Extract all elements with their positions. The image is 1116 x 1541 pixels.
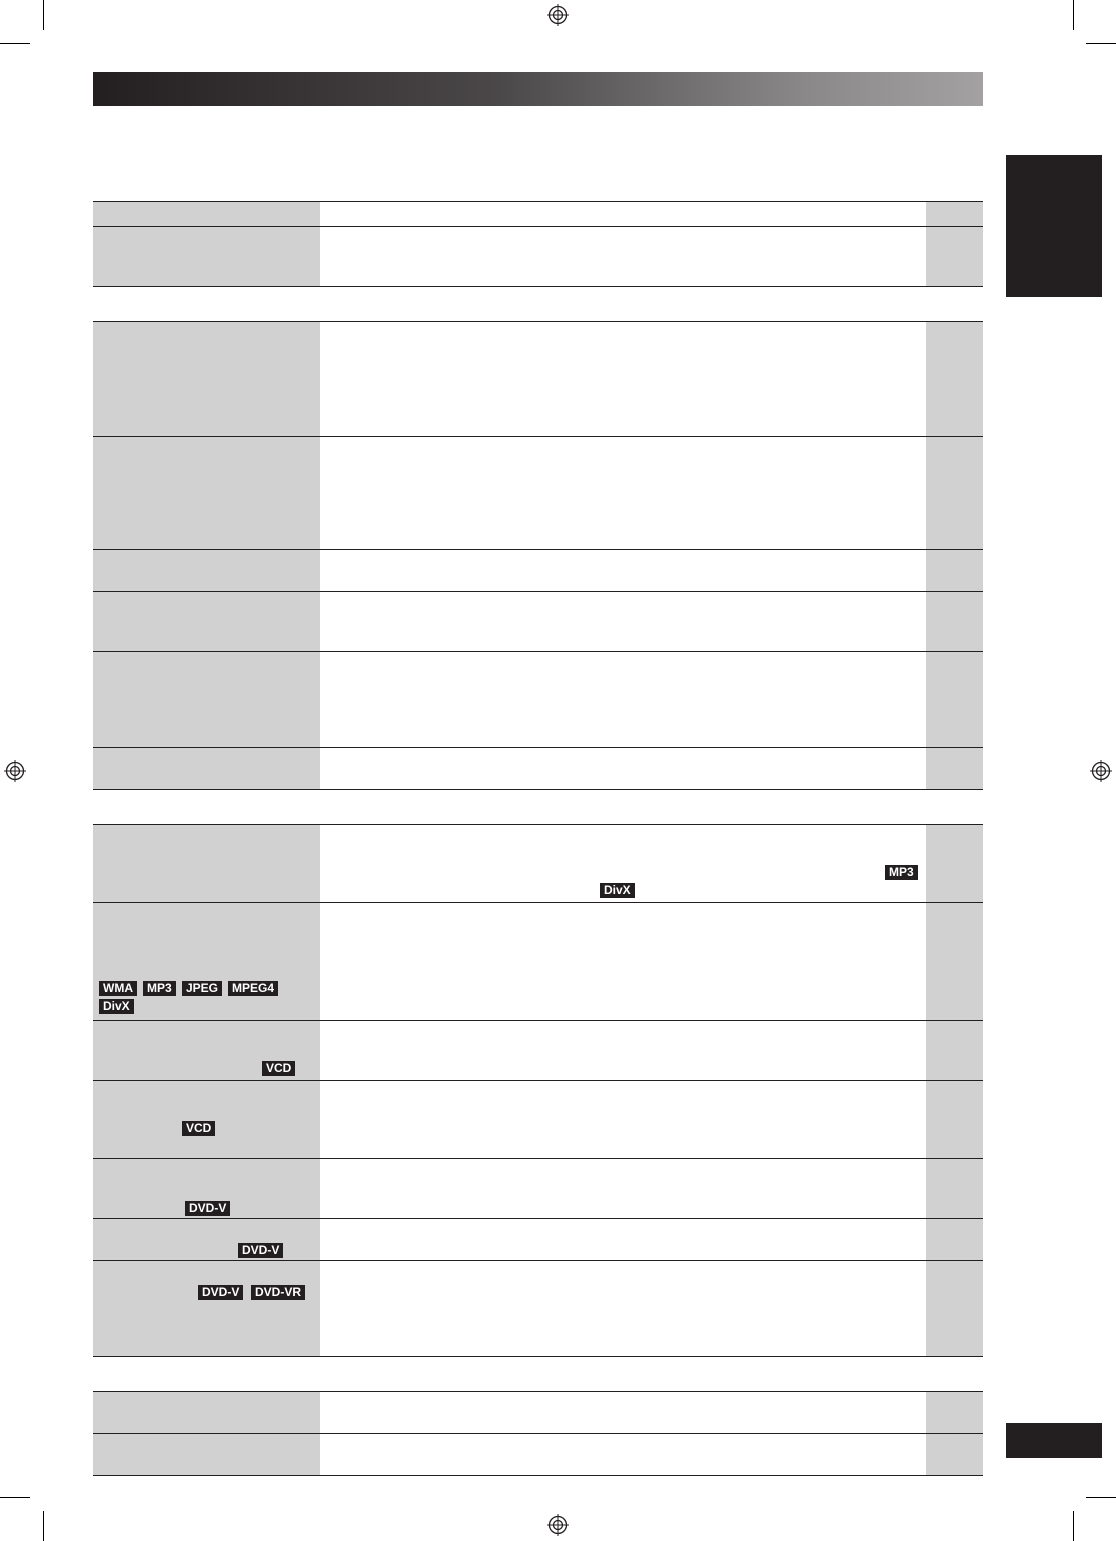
row-page-cell bbox=[926, 1081, 983, 1158]
side-tab-upper bbox=[1006, 155, 1102, 297]
table-row bbox=[93, 902, 983, 1020]
row-text-cell bbox=[320, 1434, 926, 1475]
row-page-cell bbox=[926, 748, 983, 789]
row-page-cell bbox=[926, 1021, 983, 1080]
row-text-cell bbox=[320, 748, 926, 789]
table-row bbox=[93, 747, 983, 789]
crop-mark-bottom-left-vertical bbox=[43, 1511, 44, 1541]
crop-mark-top-right-vertical bbox=[1073, 0, 1074, 30]
format-badge-jpeg: JPEG bbox=[182, 981, 222, 996]
row-page-cell bbox=[926, 1434, 983, 1475]
row-label-cell bbox=[93, 550, 320, 591]
row-text-cell bbox=[320, 1261, 926, 1356]
row-label-cell bbox=[93, 437, 320, 549]
registration-mark-icon bbox=[4, 760, 26, 782]
row-page-cell bbox=[926, 437, 983, 549]
header-bar bbox=[93, 72, 983, 106]
table-row bbox=[93, 651, 983, 747]
format-badge-dvd-v: DVD-V bbox=[198, 1285, 243, 1300]
crop-mark-bottom-right-horizontal bbox=[1086, 1497, 1116, 1498]
row-label-cell bbox=[93, 322, 320, 436]
table-section-1 bbox=[93, 201, 983, 287]
row-label-cell bbox=[93, 652, 320, 747]
row-text-cell bbox=[320, 1081, 926, 1158]
format-badge-mpeg4: MPEG4 bbox=[228, 981, 278, 996]
row-page-cell bbox=[926, 652, 983, 747]
table-section-2 bbox=[93, 321, 983, 790]
format-badge-divx: DivX bbox=[600, 883, 635, 898]
row-label-cell bbox=[93, 1392, 320, 1433]
registration-mark-icon bbox=[547, 4, 569, 26]
row-page-cell bbox=[926, 1159, 983, 1218]
table-row bbox=[93, 202, 983, 226]
format-badge-dvd-v: DVD-V bbox=[238, 1243, 283, 1258]
row-label-cell bbox=[93, 592, 320, 651]
row-page-cell bbox=[926, 1219, 983, 1260]
row-page-cell bbox=[926, 825, 983, 902]
crop-mark-bottom-left-horizontal bbox=[0, 1497, 30, 1498]
row-text-cell bbox=[320, 1159, 926, 1218]
row-label-cell bbox=[93, 748, 320, 789]
table-row bbox=[93, 1218, 983, 1260]
row-text-cell bbox=[320, 1021, 926, 1080]
row-label-cell bbox=[93, 1081, 320, 1158]
table-row bbox=[93, 322, 983, 436]
format-badge-vcd: VCD bbox=[182, 1121, 215, 1136]
row-page-cell bbox=[926, 227, 983, 286]
row-page-cell bbox=[926, 1261, 983, 1356]
row-page-cell bbox=[926, 202, 983, 226]
row-page-cell bbox=[926, 322, 983, 436]
row-text-cell bbox=[320, 550, 926, 591]
crop-mark-top-left-horizontal bbox=[0, 43, 30, 44]
registration-mark-icon bbox=[547, 1514, 569, 1536]
row-text-cell bbox=[320, 437, 926, 549]
crop-mark-top-left-vertical bbox=[43, 0, 44, 30]
format-badge-dvd-vr: DVD-VR bbox=[251, 1285, 305, 1300]
row-text-cell bbox=[320, 903, 926, 1020]
row-label-cell bbox=[93, 227, 320, 286]
row-text-cell bbox=[320, 652, 926, 747]
table-row bbox=[93, 1080, 983, 1158]
registration-mark-icon bbox=[1090, 760, 1112, 782]
table-row bbox=[93, 1392, 983, 1433]
format-badge-vcd: VCD bbox=[262, 1061, 295, 1076]
row-page-cell bbox=[926, 550, 983, 591]
table-row bbox=[93, 591, 983, 651]
row-text-cell bbox=[320, 227, 926, 286]
table-row bbox=[93, 436, 983, 549]
table-row bbox=[93, 226, 983, 286]
format-badge-mp3: MP3 bbox=[143, 981, 176, 996]
side-tab-lower bbox=[1006, 1423, 1102, 1458]
row-text-cell bbox=[320, 1392, 926, 1433]
format-badge-mp3: MP3 bbox=[885, 865, 918, 880]
table-row bbox=[93, 1020, 983, 1080]
row-page-cell bbox=[926, 903, 983, 1020]
table-row bbox=[93, 1260, 983, 1356]
row-text-cell bbox=[320, 322, 926, 436]
row-label-cell bbox=[93, 825, 320, 902]
crop-mark-bottom-right-vertical bbox=[1073, 1511, 1074, 1541]
table-row bbox=[93, 1433, 983, 1475]
format-badge-dvd-v: DVD-V bbox=[185, 1201, 230, 1216]
row-label-cell bbox=[93, 1219, 320, 1260]
row-label-cell bbox=[93, 202, 320, 226]
table-section-3 bbox=[93, 824, 983, 1357]
table-row bbox=[93, 549, 983, 591]
row-label-cell bbox=[93, 1434, 320, 1475]
row-page-cell bbox=[926, 1392, 983, 1433]
crop-mark-top-right-horizontal bbox=[1086, 43, 1116, 44]
row-text-cell bbox=[320, 202, 926, 226]
row-label-cell bbox=[93, 1261, 320, 1356]
format-badge-wma: WMA bbox=[99, 981, 137, 996]
table-row bbox=[93, 825, 983, 902]
format-badge-divx: DivX bbox=[99, 999, 134, 1014]
table-section-4 bbox=[93, 1391, 983, 1476]
row-text-cell bbox=[320, 1219, 926, 1260]
row-page-cell bbox=[926, 592, 983, 651]
row-text-cell bbox=[320, 592, 926, 651]
